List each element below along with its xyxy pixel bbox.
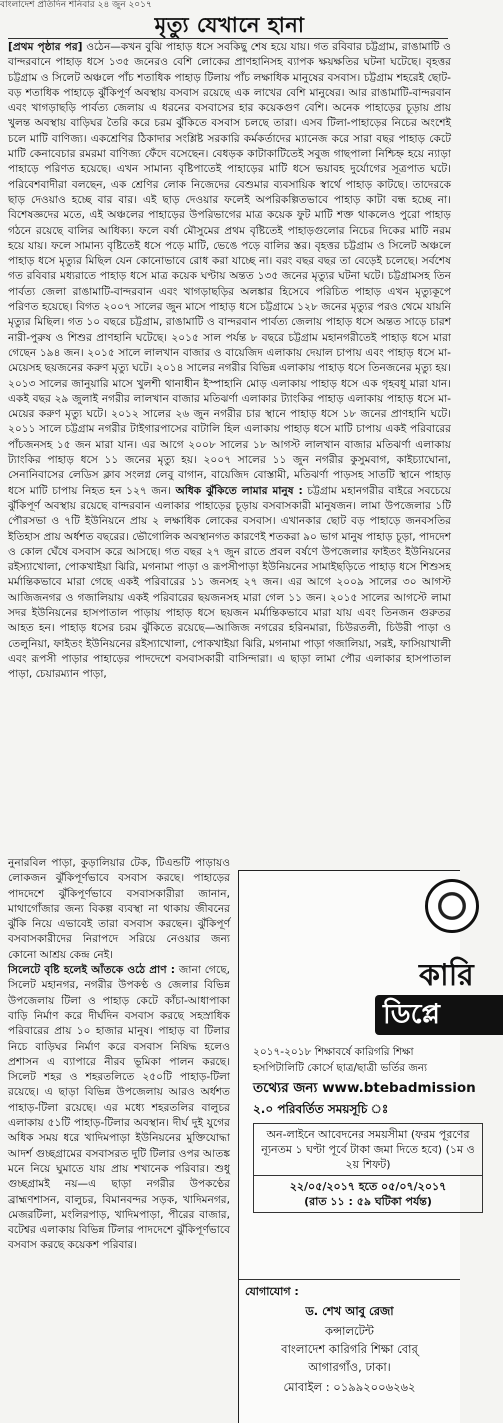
table-row [254, 1176, 483, 1213]
ad-banner: ডিপ্লে [375, 995, 503, 1035]
article-paragraph-4: জানা গেছে, সিলেট মহানগর, নগরীর উপকণ্ঠ ও জেলার বিভিন্ন উপজেলায় টিলা ও পাহাড় কেটে কাঁচা-আধাপাকা বাড়ি নির্মাণ করে দীর্ঘদিন বসবাস করছে সহস্রাধিক পরিবারের প্রায় ১০ হাজার মানুষ। পাহাড় বা টিলার নিচে বাড়িঘর নির্মাণ করে বসবাস নিষিদ্ধ হলেও প্রশাসন এ ব্যাপারে নীরব ভূমিকা পালন করছে। সিলেট শহর ও শহরতলিতে ২৫০টি পাহাড়-টিলা রয়েছে। এ ছাড়া বিভিন্ন উপজেলায় আরও অর্ধশত পাহাড়-টিলা রয়েছে। এর মধ্যে শহরতলির বালুচর এলাকায় ৫১টি পাহাড়-টিলার অবস্থান। দীর্ঘ দুই যুগের অধিক সময় ধরে খাদিমপাড়া ইউনিয়নের মুক্তিযোদ্ধা আদর্শ গুচ্ছগ্রামের বসবাসরত দুটি টিলার ওপর আতঙ্ক মনে নিয়ে ঘুমাতে যায় প্রায় শখানেক পরিবার। শুধু গুচ্ছগ্রামই নয়—এ ছাড়া নগরীর উপকণ্ঠের ব্রাহ্মণশাসন, বালুচর, বিমানবন্দর সড়ক, খাদিমনগর, মেজরটিলা, মংলিরপাড়, খাদিমপাড়া, পীরের বাজার, বটেশ্বর এলাকায় বিভিন্ন টিলার পাদদেশে ঝুঁকিপূর্ণভাবে বসবাস করছে কয়েকশ পরিবার। [8, 964, 231, 1252]
article-paragraph-1: ওঠেন—কখন বুঝি পাহাড় ধসে সবকিছু শেষ হয়ে যায়। গত রবিবার চট্টগ্রাম, রাঙামাটি ও বান্দরবানে পাহাড় ধসে ১৩৫ জনেরও বেশি লোকের প্রাণহানিসহ ব্যাপক ক্ষয়ক্ষতির ঘটনা ঘটেছে। বৃহত্তর চট্টগ্রাম ও সিলেট অঞ্চলে পাঁচ শতাধিক পাহাড় টিলায় পাঁচ লক্ষাধিক মানুষের বসবাস। চট্টগ্রাম শহরেই ছোট-বড় শতাধিক পাহাড়ে ঝুঁকিপূর্ণ অবস্থায় বসবাস রয়েছে এক লাখের বেশি মানুষের। আর রাঙামাটি-বান্দরবান এবং খাগড়াছড়ি পার্বত্য জেলায় এ ধরনের বসবাসের হার কয়েকগুণ বেশি। অনেক পাহাড়ের চূড়ায় প্রায় খুলন্ত অবস্থায় বাড়িঘর তৈরি করে চরম ঝুঁকিতে বসবাস চলছে তারা। এসব টিলা-পাহাড়ের নিচের অংশেই চলে মাটি বাণিজ্য। একশ্রেণির ঠিকাদার সংশ্লিষ্ট সরকারি কর্মকর্তাদের ম্যানেজ করে সারা বছর পাহাড় কেটে মাটি কেনাবেচার রমরমা বাণিজ্য ফেঁদে বসেছেন। বেধড়ক কাটাকাটিতেই সবুজ গাছপালা নিশ্চিহ্ন হয়ে ন্যাড়া পাহাড়ে পরিণত হয়েছে। এখন সামান্য বৃষ্টিপাতেই পাহাড়ের মাটি ধসে ভয়াবহ দুর্যোগের সূত্রপাত ঘটে। পরিবেশবাদীরা বলছেন, এক শ্রেণির লোক নিজেদের বেশুমার ব্যবসায়িক স্বার্থে পাহাড় কাটছে। তাদেরকে ছাড় দেওয়াও হচ্ছে বার বার। এই ছাড় দেওয়ার ফলেই অপরিকল্পিতভাবে পাহাড় কাটা বন্ধ হচ্ছে না। বিশেষজ্ঞদের মতে, এই অঞ্চলের পাহাড়ের উপরিভাগের মাত্র কয়েক ফুট মাটি শক্ত থাকলেও পুরো পাহাড় গঠনে রয়েছে বালির আধিক্য। ফলে বর্ষা মৌসুমের প্রথম বৃষ্টিতেই পাহাড়গুলোর নিচের দিকের মাটি নরম হয়ে যায়। ফলে সামান্য বৃষ্টিতেই ধসে পড়ে মাটি, ভেঙে পড়ে বালির স্তর। বৃহত্তর চট্টগ্রাম ও সিলেট অঞ্চলে পাহাড় ধসে মৃত্যুর মিছিল যেন কোনোভাবে রোধ করা যাচ্ছে না। বরং বছর বছর তা বেড়েই চলেছে। সর্বশেষ গত রবিবার মধ্যরাতে পাহাড় ধসে মাত্র কয়েক ঘণ্টায় অন্তত ১৩৫ জনের মৃত্যুর ঘটনা ঘটে। চট্টগ্রামসহ তিন পার্বত্য জেলা রাঙামাটি-বান্দরবান এবং খাগড়াছড়ির অলঙ্কার হিসেবে পরিচিত পাহাড় এখন মৃত্যুকূপে পরিণত হয়েছে। বিগত ২০০৭ সালের জুন মাসে পাহাড় ধসে চট্টগ্রামে ১২৮ জনের মৃত্যুর পরও থেমে যায়নি মৃত্যুর মিছিল। গত ১০ বছরে চট্টগ্রাম, রাঙামাটি ও বান্দরবান পার্বত্য জেলায় পাহাড় ধসে অন্তত সাড়ে চারশ নারী-পুরুষ ও শিশুর প্রাণহানি ঘটেছে। ২০১৫ সাল পর্যন্ত ৮ বছরে চট্টগ্রাম মহানগরীতেই পাহাড় ধসে মারা গেছেন ১৯৪ জন। ২০১৫ সালে লালখান বাজার ও বায়েজিদ এলাকায় দেয়াল চাপায় এবং পাহাড় ধসে মা-মেয়েসহ ছয়জনের করুণ মৃত্যু ঘটে। ২০১৪ সালের নগরীর বিভিন্ন এলাকায় পাহাড় ধসে তিনজনের মৃত্যু হয়। ২০১৩ সালের জানুয়ারি মাসে খুলশী থানাধীন ইস্পাহানি মোড় এলাকায় পাহাড় ধসে এক গৃহবধূ মারা যান। একই বছর ২৯ জুলাই নগরীর লালখান বাজার মতিঝর্ণা এলাকার ট্যাংকির পাহাড় এলাকায় পাহাড় ধসে মা-মেয়ের করুণ মৃত্যু ঘটে। ২০১২ সালের ২৬ জুন নগরীর চার স্থানে পাহাড় ধসে ১৮ জনের প্রাণহানি ঘটে। ২০১১ সালে চট্টগ্রাম নগরীর টাইগারপাসের বাটালি হিল এলাকায় পাহাড় ধসে মাটি চাপায় একই পরিবারের পাঁচজনসহ ১৫ জন মারা যান। এর আগে ২০০৮ সালের ১৮ আগস্ট লালখান বাজার মতিঝর্ণা এলাকায় ট্যাংকির পাহাড় ধসে ১১ জনের মৃত্যু হয়। ২০০৭ সালের ১১ জুন নগরীর কুসুমবাগ, কাইচ্যাঘোনা, সেনানিবাসের লেডিস ক্লাব সংলগ্ন লেবু বাগান, বায়েজিদ বোস্তামী, মতিঝর্ণা পাড়সহ সাতটি স্থানে পাহাড় ধসে মাটি চাপায় নিহত হন ১২৭ জন। [8, 41, 451, 497]
contact-phone: মোবাইল : ০১৯৯২০০৬২৬২ [283, 1380, 416, 1394]
contact-name: ড. শেখ আবু রেজা [305, 1304, 394, 1318]
admission-advertisement [238, 870, 476, 1423]
article-body-left-column [8, 856, 230, 1422]
headline-rule [8, 38, 448, 39]
subhead-sylhet: সিলেটে বৃষ্টি হলেই আঁতকে ওঠে প্রাণ : [8, 964, 176, 977]
contact-address: আগারগাঁও, ঢাকা। [308, 1360, 391, 1374]
ad-line-1: ২০১৭-২০১৮ শিক্ষাবর্ষে কারিগরি শিক্ষা [253, 1046, 414, 1058]
page-header-strip: বাংলাদেশ প্রতিদিন শনিবার ২৪ জুন ২০১৭ [0, 0, 152, 10]
subhead-lama: অধিক ঝুঁকিতে লামার মানুষ : [175, 484, 303, 497]
article-body-top [8, 40, 451, 856]
schedule-deadline-time: (রাত ১১ : ৫৯ ঘটিকা পর্যন্ত) [304, 1195, 432, 1208]
ad-line-2: হসপিটালিটি কোর্সে ছাত্র/ছাত্রী ভর্তির জন্য [253, 1062, 428, 1074]
ad-title: কারি [419, 958, 474, 993]
table-row [254, 1124, 483, 1176]
schedule-date-cell [254, 1176, 483, 1213]
article-paragraph-3: নুনারবিল পাড়া, কুড়ালিয়ার টেক, টিএন্ডটি পাড়ায়ও লোকজন ঝুঁকিপূর্ণভাবে বসবাস করছে। পাহাড়ের পাদদেশে ঝুঁকিপূর্ণভাবে বসবাসকারীরা জানান, মাথাগোঁজার জন্য বিকল্প ব্যবস্থা না থাকায় জীবনের ঝুঁকি নিয়ে এভাবেই তারা বসবাস করছেন। ঝুঁকিপূর্ণ বসবাসকারীদের নিরাপদে সরিয়ে নেওয়ার জন্য কোনো আশ্রয় কেন্দ্র নেই। [8, 857, 230, 961]
article-headline: মৃত্যু যেখানে হানা [154, 12, 305, 37]
schedule-table [253, 1123, 483, 1213]
continued-from-label: [প্রথম পৃষ্ঠার পর] [8, 41, 83, 53]
article-paragraph-2: চট্টগ্রাম মহানগরীর বাইরে সবচেয়ে ঝুঁকিপূর্ণ অবস্থায় রয়েছে বান্দরবান এলাকার পাহাড়ের চূড়ায় বসবাসকারী মানুষজন। লামা উপজেলার ১টি পৌরসভা ও ৭টি ইউনিয়নে প্রায় ২ লক্ষাধিক লোকের বসবাস। এখানকার ছোট বড় পাহাড়ে জনবসতির ইতিহাস প্রায় অর্ধশত বছরের। ভৌগোলিক অবস্থানগত কারণেই শতকরা ৯০ ভাগ মানুষ পাহাড় চূড়া, পাদদেশ ও কোল ঘেঁষে বসবাস করে আসছে। গত বছর ২৭ জুন রাতে প্রবল বর্ষণে উপজেলার ফাইতং ইউনিয়নের রইস্যাখোলা, পোকখাইয়া ঝিরি, মগনামা পাড়া ও রূপসীপাড়া ইউনিয়নের সামাইছড়িতে পাহাড় ধসে শিশুসহ মর্মান্তিকভাবে মারা গেছে একই পরিবারের ১১ জনসহ ২৭ জন। এর আগে ২০০৯ সালের ৩০ আগস্ট আজিজনগর ও গজালিয়ায় একই পরিবারের ছয়জনসহ মারা গেল ১১ জন। ২০১৫ সালের আগস্টে লামা সদর ইউনিয়নের হাসপাতাল পাড়ায় পাহাড় ধসে ছয়জন মর্মান্তিকভাবে মারা যায় এবং তিনজন গুরুতর আহত হন। পাহাড় ধসের চরম ঝুঁকিতে রয়েছে—আজিজ নগরের হরিনমারা, চিউরতলী, চিউরী পাড়া ও তেলুনিয়া, ফাইতং ইউনিয়নের রইস্যাখোলা, পোকখাইয়া ঝিরি, মগনামা পাড়া গজালিয়া, সরই, ফাসিয়াখালী এবং রূপসী পাড়ার পাহাড়ের পাদদেশে বসবাসকারী বাসিন্দারা। এ ছাড়া লামা পৌর এলাকার হাসপাতাল পাড়া, চেয়ারম্যান পাড়া, [8, 484, 451, 681]
contact-heading: যোগাযোগ : [245, 1285, 299, 1298]
contact-rule [239, 1279, 460, 1280]
schedule-date-range: ২২/০৫/২০১৭ হতে ০৫/০৭/২০১৭ [289, 1180, 447, 1193]
ad-url: তথ্যের জন্য www.btebadmission [253, 1080, 476, 1096]
contact-role: কন্সালটেন্ট [325, 1324, 374, 1338]
schedule-heading: ২.০ পরিবর্তিত সময়সূচি ঃ [253, 1102, 389, 1116]
schedule-label-cell: অন-লাইনে আবেদনের সময়সীমা (ফরম পূরণের ন্যূনতম ১ ঘণ্টা পূর্বে টাকা জমা দিতে হবে) (১ম ও ২য় শিফট) [254, 1124, 483, 1176]
contact-organization: বাংলাদেশ কারিগরি শিক্ষা বোর্ [281, 1342, 418, 1356]
board-seal-icon [425, 879, 479, 933]
